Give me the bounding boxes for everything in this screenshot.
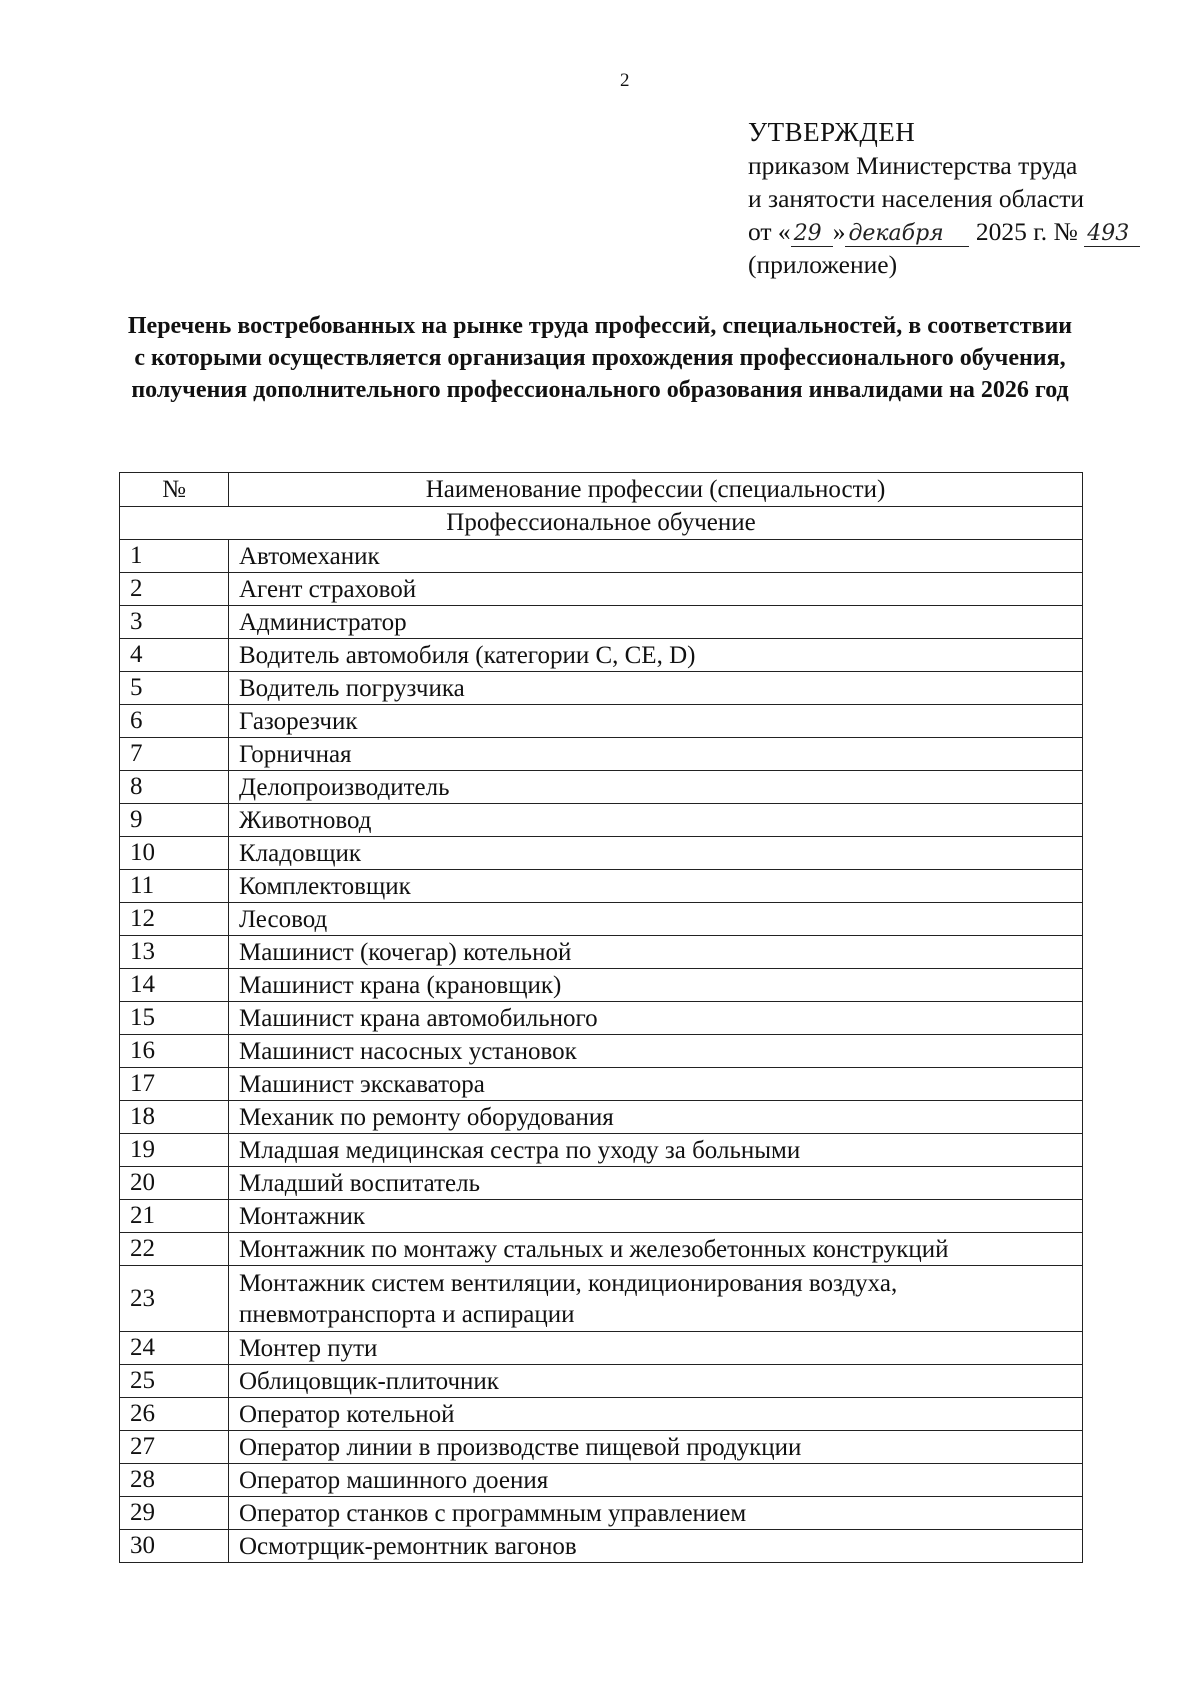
profession-name: Осмотрщик-ремонтник вагонов bbox=[229, 1530, 1083, 1563]
table-row bbox=[120, 573, 1083, 606]
row-number: 27 bbox=[120, 1431, 229, 1464]
date-prefix: от « bbox=[748, 217, 791, 246]
table-row bbox=[120, 1431, 1083, 1464]
profession-name: Монтажник bbox=[229, 1200, 1083, 1233]
profession-name: Администратор bbox=[229, 606, 1083, 639]
row-number: 22 bbox=[120, 1233, 229, 1266]
approval-attachment: (приложение) bbox=[748, 250, 898, 279]
profession-name: Комплектовщик bbox=[229, 870, 1083, 903]
row-number: 15 bbox=[120, 1002, 229, 1035]
table-header-row bbox=[120, 473, 1083, 507]
row-number: 2 bbox=[120, 573, 229, 606]
row-number: 25 bbox=[120, 1365, 229, 1398]
document-title: Перечень востребованных на рынке труда профессий, специальностей, в соответствии с которыми осуществляется организация прохождения профессионального обучения, получения дополнительного профессионального образования инвалидами на 2026 год bbox=[127, 313, 1073, 403]
profession-name: Механик по ремонту оборудования bbox=[229, 1101, 1083, 1134]
table-row bbox=[120, 738, 1083, 771]
header-name: Наименование профессии (специальности) bbox=[229, 473, 1083, 507]
profession-name: Младшая медицинская сестра по уходу за больными bbox=[229, 1134, 1083, 1167]
profession-name: Машинист насосных установок bbox=[229, 1035, 1083, 1068]
handwritten-order-number: 493 bbox=[1084, 222, 1140, 247]
table-row bbox=[120, 1200, 1083, 1233]
approval-date-line bbox=[748, 215, 1140, 248]
table-row bbox=[120, 903, 1083, 936]
profession-name: Лесовод bbox=[229, 903, 1083, 936]
row-number: 18 bbox=[120, 1101, 229, 1134]
table-row bbox=[120, 606, 1083, 639]
table-row bbox=[120, 1497, 1083, 1530]
row-number: 10 bbox=[120, 837, 229, 870]
profession-name: Облицовщик-плиточник bbox=[229, 1365, 1083, 1398]
professions-table bbox=[119, 472, 1083, 1563]
table-row bbox=[120, 1530, 1083, 1563]
table-row bbox=[120, 1365, 1083, 1398]
profession-name: Водитель автомобиля (категории С, СЕ, D) bbox=[229, 639, 1083, 672]
profession-name: Оператор станков с программным управлением bbox=[229, 1497, 1083, 1530]
row-number: 11 bbox=[120, 870, 229, 903]
row-number: 24 bbox=[120, 1332, 229, 1365]
row-number: 28 bbox=[120, 1464, 229, 1497]
row-number: 1 bbox=[120, 540, 229, 573]
header-number: № bbox=[120, 473, 229, 507]
table-row bbox=[120, 1266, 1083, 1332]
profession-name: Младший воспитатель bbox=[229, 1167, 1083, 1200]
table-row bbox=[120, 1398, 1083, 1431]
profession-name: Оператор котельной bbox=[229, 1398, 1083, 1431]
table-row bbox=[120, 1332, 1083, 1365]
row-number: 9 bbox=[120, 804, 229, 837]
approval-heading: УТВЕРЖДЕН bbox=[748, 117, 916, 147]
section-title: Профессиональное обучение bbox=[120, 507, 1083, 540]
profession-name: Машинист крана автомобильного bbox=[229, 1002, 1083, 1035]
table-row bbox=[120, 1002, 1083, 1035]
table-row bbox=[120, 870, 1083, 903]
row-number: 29 bbox=[120, 1497, 229, 1530]
row-number: 6 bbox=[120, 705, 229, 738]
approval-block bbox=[748, 116, 1140, 281]
row-number: 17 bbox=[120, 1068, 229, 1101]
row-number: 14 bbox=[120, 969, 229, 1002]
table-row bbox=[120, 705, 1083, 738]
profession-name: Оператор линии в производстве пищевой продукции bbox=[229, 1431, 1083, 1464]
profession-name: Водитель погрузчика bbox=[229, 672, 1083, 705]
profession-name: Животновод bbox=[229, 804, 1083, 837]
row-number: 5 bbox=[120, 672, 229, 705]
table-row bbox=[120, 540, 1083, 573]
table-row bbox=[120, 1101, 1083, 1134]
row-number: 20 bbox=[120, 1167, 229, 1200]
row-number: 19 bbox=[120, 1134, 229, 1167]
table-row bbox=[120, 1035, 1083, 1068]
row-number: 26 bbox=[120, 1398, 229, 1431]
profession-name: Агент страховой bbox=[229, 573, 1083, 606]
row-number: 4 bbox=[120, 639, 229, 672]
table-row bbox=[120, 771, 1083, 804]
profession-name: Газорезчик bbox=[229, 705, 1083, 738]
approval-line-2: и занятости населения области bbox=[748, 184, 1085, 213]
table-row bbox=[120, 1167, 1083, 1200]
row-number: 23 bbox=[120, 1266, 229, 1332]
table-row bbox=[120, 1068, 1083, 1101]
table-row bbox=[120, 1464, 1083, 1497]
handwritten-day: 29 bbox=[791, 222, 833, 247]
profession-name: Оператор машинного доения bbox=[229, 1464, 1083, 1497]
table-row bbox=[120, 837, 1083, 870]
table-row bbox=[120, 936, 1083, 969]
profession-name: Машинист (кочегар) котельной bbox=[229, 936, 1083, 969]
table-row bbox=[120, 969, 1083, 1002]
row-number: 8 bbox=[120, 771, 229, 804]
row-number: 21 bbox=[120, 1200, 229, 1233]
row-number: 30 bbox=[120, 1530, 229, 1563]
row-number: 13 bbox=[120, 936, 229, 969]
row-number: 7 bbox=[120, 738, 229, 771]
section-row bbox=[120, 507, 1083, 540]
profession-name: Автомеханик bbox=[229, 540, 1083, 573]
table-row bbox=[120, 804, 1083, 837]
row-number: 12 bbox=[120, 903, 229, 936]
row-number: 3 bbox=[120, 606, 229, 639]
handwritten-month: декабря bbox=[845, 222, 969, 247]
table-row bbox=[120, 672, 1083, 705]
approval-line-1: приказом Министерства труда bbox=[748, 151, 1078, 180]
date-year: 2025 г. № bbox=[975, 217, 1078, 246]
profession-name: Кладовщик bbox=[229, 837, 1083, 870]
profession-name: Монтажник по монтажу стальных и железобетонных конструкций bbox=[229, 1233, 1083, 1266]
profession-name: Горничная bbox=[229, 738, 1083, 771]
page-number: 2 bbox=[620, 70, 630, 91]
table-row bbox=[120, 639, 1083, 672]
date-quote-close: » bbox=[832, 217, 846, 246]
profession-name: Машинист крана (крановщик) bbox=[229, 969, 1083, 1002]
profession-name: Монтажник систем вентиляции, кондиционирования воздуха, пневмотранспорта и аспирации bbox=[229, 1266, 1083, 1332]
profession-name: Делопроизводитель bbox=[229, 771, 1083, 804]
row-number: 16 bbox=[120, 1035, 229, 1068]
table-row bbox=[120, 1134, 1083, 1167]
profession-name: Монтер пути bbox=[229, 1332, 1083, 1365]
profession-name: Машинист экскаватора bbox=[229, 1068, 1083, 1101]
table-row bbox=[120, 1233, 1083, 1266]
